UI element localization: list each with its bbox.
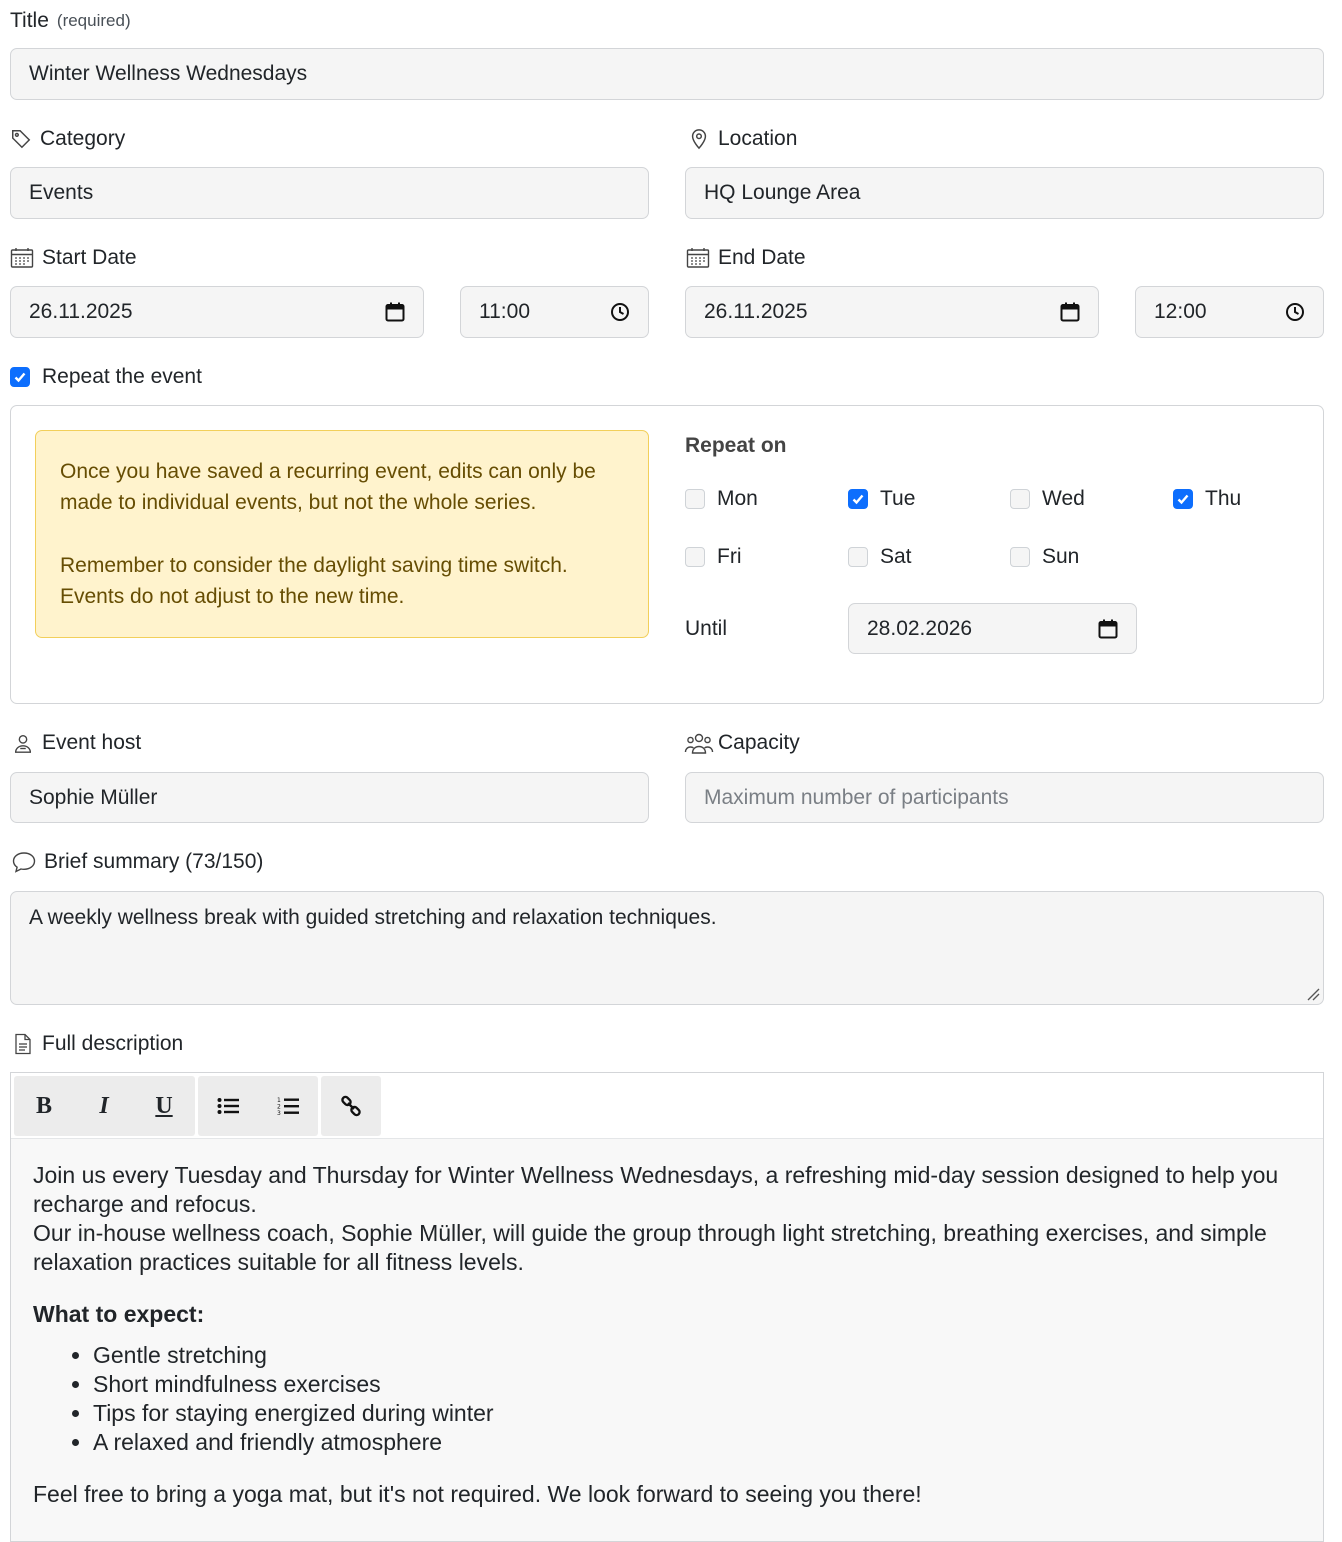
day-checkbox[interactable] — [685, 489, 705, 509]
day-sun[interactable] — [1010, 545, 1079, 569]
description-label-text: Full description — [42, 1032, 184, 1055]
day-label: Thu — [1205, 487, 1242, 510]
end-date-input[interactable] — [685, 286, 1099, 338]
recurring-notice — [35, 430, 649, 638]
numbered-list-icon — [277, 1096, 299, 1116]
event-host-value: Sophie Müller — [29, 785, 158, 809]
summary-textarea[interactable] — [10, 891, 1324, 1005]
location-input[interactable] — [685, 167, 1324, 219]
calendar-picker-icon[interactable] — [1060, 302, 1080, 322]
calendar-icon — [10, 247, 34, 269]
day-checkbox[interactable] — [1173, 489, 1193, 509]
group-icon — [684, 732, 714, 754]
editor-content[interactable] — [11, 1139, 1323, 1531]
day-checkbox[interactable] — [848, 489, 868, 509]
day-label: Wed — [1042, 487, 1085, 510]
resize-handle-icon[interactable] — [1306, 987, 1320, 1001]
title-label-text: Title — [10, 9, 49, 32]
repeat-toggle[interactable] — [10, 362, 202, 392]
italic-button[interactable]: I — [99, 1092, 109, 1119]
title-label — [10, 6, 131, 36]
location-label — [688, 124, 797, 154]
required-note: (required) — [56, 11, 131, 30]
repeat-label: Repeat the event — [42, 365, 202, 388]
event-host-label — [12, 728, 141, 758]
bullet-list-icon — [217, 1097, 239, 1115]
link-button[interactable] — [321, 1076, 381, 1136]
start-date-value: 26.11.2025 — [29, 300, 133, 323]
start-date-input[interactable] — [10, 286, 424, 338]
category-value: Events — [29, 181, 94, 204]
description-bullet-list — [33, 1341, 1301, 1457]
title-input[interactable] — [10, 48, 1324, 100]
user-icon — [12, 732, 34, 754]
capacity-label-text: Capacity — [718, 731, 800, 754]
tag-icon — [10, 128, 32, 150]
calendar-icon — [686, 247, 710, 269]
event-host-label-text: Event host — [42, 731, 142, 754]
day-label: Mon — [717, 487, 758, 510]
end-time-value: 12:00 — [1154, 300, 1207, 323]
description-heading: What to expect: — [33, 1301, 205, 1327]
underline-button[interactable]: U — [155, 1092, 173, 1119]
category-label — [10, 124, 125, 154]
day-fri[interactable] — [685, 545, 742, 569]
until-label: Until — [685, 617, 728, 640]
list-item: • Gentle stretching — [93, 1341, 1301, 1370]
day-checkbox[interactable] — [848, 547, 868, 567]
clock-icon[interactable] — [610, 302, 630, 322]
repeat-on-label: Repeat on — [685, 434, 787, 457]
day-sat[interactable] — [848, 545, 912, 569]
start-date-label-text: Start Date — [42, 246, 137, 269]
numbered-list-button[interactable] — [258, 1076, 318, 1136]
calendar-picker-icon[interactable] — [385, 302, 405, 322]
end-date-value: 26.11.2025 — [704, 300, 808, 323]
document-icon — [12, 1033, 34, 1055]
day-label: Fri — [717, 545, 742, 568]
start-date-label — [10, 243, 137, 273]
link-icon — [340, 1095, 362, 1117]
day-label: Sun — [1042, 545, 1080, 568]
day-thu[interactable] — [1173, 487, 1241, 511]
description-closing: Feel free to bring a yoga mat, but it's not required. We look forward to seeing you there! — [33, 1481, 922, 1507]
bold-button[interactable]: B — [35, 1092, 52, 1119]
day-tue[interactable] — [848, 487, 915, 511]
description-label — [12, 1029, 183, 1059]
link-group — [321, 1076, 381, 1136]
notice-line-2: Remember to consider the daylight saving time switch. Events do not adjust to the new time. — [60, 554, 568, 608]
day-mon[interactable] — [685, 487, 758, 511]
checkmark-icon — [851, 492, 865, 506]
end-time-input[interactable] — [1135, 286, 1324, 338]
start-time-input[interactable] — [460, 286, 649, 338]
day-label: Sat — [880, 545, 912, 568]
end-date-label-text: End Date — [718, 246, 806, 269]
event-host-input[interactable] — [10, 772, 649, 823]
day-checkbox[interactable] — [685, 547, 705, 567]
calendar-picker-icon[interactable] — [1098, 619, 1118, 639]
svg-text:1: 1 — [277, 1097, 281, 1104]
capacity-label — [684, 728, 800, 758]
capacity-placeholder: Maximum number of participants — [704, 785, 1009, 809]
speech-bubble-icon — [12, 851, 36, 873]
list-item: • Short mindfulness exercises — [93, 1370, 1301, 1399]
checkmark-icon — [13, 370, 27, 384]
format-group — [14, 1076, 195, 1136]
description-paragraph: Join us every Tuesday and Thursday for Winter Wellness Wednesdays, a refreshing mid-day session designed to help you recharge and refocus. — [33, 1162, 1279, 1217]
title-input-value: Winter Wellness Wednesdays — [29, 62, 308, 85]
end-date-label — [686, 243, 806, 273]
clock-icon[interactable] — [1285, 302, 1305, 322]
description-paragraph: Our in-house wellness coach, Sophie Müller, will guide the group through light stretching, breathing exercises, and simple relaxation practices suitable for all fitness levels. — [33, 1220, 1267, 1275]
capacity-input[interactable] — [685, 772, 1324, 823]
day-checkbox[interactable] — [1010, 489, 1030, 509]
until-date-value: 28.02.2026 — [867, 616, 973, 640]
location-label-text: Location — [718, 127, 798, 150]
day-wed[interactable] — [1010, 487, 1085, 511]
list-group — [198, 1076, 318, 1136]
day-checkbox[interactable] — [1010, 547, 1030, 567]
bullet-list-button[interactable] — [198, 1076, 258, 1136]
notice-line-1: Once you have saved a recurring event, edits can only be made to individual events, but not the whole series. — [60, 460, 596, 514]
start-time-value: 11:00 — [479, 300, 530, 323]
rich-text-editor — [10, 1072, 1324, 1542]
map-pin-icon — [688, 128, 710, 150]
svg-text:2: 2 — [277, 1103, 281, 1111]
summary-label — [12, 847, 263, 877]
summary-label-text: Brief summary (73/150) — [44, 850, 264, 873]
location-value: HQ Lounge Area — [704, 181, 861, 204]
until-date-input[interactable] — [848, 603, 1137, 654]
repeat-checkbox[interactable] — [10, 367, 30, 387]
checkmark-icon — [1176, 492, 1190, 506]
list-item: • A relaxed and friendly atmosphere — [93, 1428, 1301, 1457]
svg-text:3: 3 — [277, 1110, 281, 1116]
day-label: Tue — [880, 487, 916, 510]
list-item: • Tips for staying energized during winter — [93, 1399, 1301, 1428]
summary-value: A weekly wellness break with guided stretching and relaxation techniques. — [29, 906, 717, 929]
category-label-text: Category — [40, 127, 126, 150]
category-select[interactable] — [10, 167, 649, 219]
editor-toolbar — [11, 1073, 1323, 1139]
